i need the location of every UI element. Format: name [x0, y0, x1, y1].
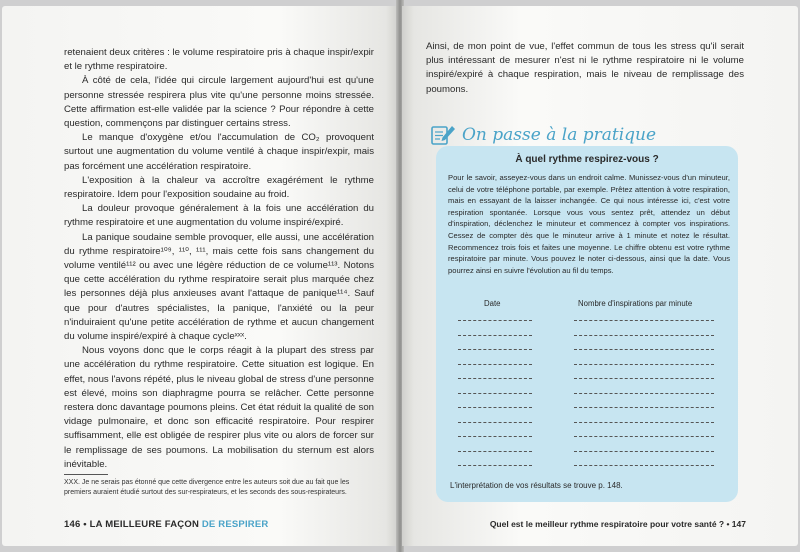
section-title: On passe à la pratique [462, 125, 657, 145]
date-entry-line [458, 393, 532, 394]
count-entry-line [574, 407, 714, 408]
date-entry-line [458, 320, 532, 321]
date-entry-line [458, 349, 532, 350]
date-entry-line [458, 407, 532, 408]
page-number: 146 • [64, 519, 87, 530]
running-title: LA MEILLEURE FAÇON [89, 519, 200, 530]
right-body-text [426, 40, 744, 97]
left-paragraph: À côté de cela, l'idée qui circule largement aujourd'hui est qu'une personne stressée respirera plus vite qu'une personne moins stressée. Cette affirmation est-elle validée par la science ? Pour répondre à cette question, commençons par distinguer certains stress. [64, 75, 374, 130]
date-entry-line [458, 422, 532, 423]
count-entry-line [574, 335, 714, 336]
left-paragraph: L'exposition à la chaleur va accroître exagérément le rythme respiratoire. Idem pour l'exposition soudaine au froid. [64, 174, 374, 201]
left-body-text [64, 46, 374, 472]
pencil-note-icon [430, 124, 456, 146]
running-title-accent: DE RESPIRER [201, 519, 269, 530]
left-paragraph: Nous voyons donc que le corps réagit à la plupart des stress par une accélération du rythme respiratoire. Cette situation est logique. En effet, nous l'avons répété, plus le niveau global de stress d'une personne est élevé, moins son diaphragme pourra se relâcher. Cette personne restera donc davantage poumons pleins. Cet état réduit la qualité de son vidage pulmonaire, et donc son efficacité respiratoire. Pour respirer suffisamment, elle est obligée de respirer plus vite ou alors de forcer sur le remplissage de ses poumons. La mobilisation du sternum est alors inévitable. [64, 345, 374, 470]
count-entry-line [574, 349, 714, 350]
right-folio: Quel est le meilleur rythme respiratoire pour votre santé ? • 147 [489, 519, 746, 529]
date-entry-line [458, 378, 532, 379]
section-heading [430, 124, 656, 146]
count-entry-line [574, 364, 714, 365]
footnote: XXX. Je ne serais pas étonné que cette divergence entre les auteurs soit due au fait que les premiers auraient étudié surtout des sur-respirateurs, et les seconds des sous-respirateurs. [64, 479, 350, 496]
left-page [2, 6, 398, 546]
count-entry-line [574, 451, 714, 452]
left-paragraph: retenaient deux critères : le volume respiratoire pris à chaque inspir/expir et le rythme respiratoire. [64, 47, 374, 73]
left-folio [64, 519, 268, 530]
left-paragraph: La douleur provoque généralement à la fois une accélération du rythme respiratoire et une augmentation du volume inspiré/expiré. [64, 203, 374, 229]
count-entry-line [574, 378, 714, 379]
left-paragraph: La panique soudaine semble provoquer, elle aussi, une accélération du rythme respiratoire¹⁰⁹, ¹¹⁰, ¹¹¹, mais cette fois sans changement du volume ventilé¹¹² ou avec une légère réduction de ce volume¹¹³. Notons que cette accélération du rythme respiratoire serait plus marquée chez les personnes déjà plus anxieuses avant l'attaque de panique¹¹⁴. Sauf que pour d'autres spécialistes, la panique, l'anxiété ou la peur n'induiraient qu'une petite accélération de rythme et aucun changement du volume inspiré/expiré à chaque cycleˣˣˣ. [64, 231, 374, 343]
date-entry-line [458, 364, 532, 365]
count-entry-line [574, 320, 714, 321]
results-note: L'interprétation de vos résultats se trouve p. 148. [450, 481, 623, 490]
count-entry-line [574, 465, 714, 466]
count-entry-line [574, 422, 714, 423]
exercise-text: Pour le savoir, asseyez-vous dans un endroit calme. Munissez-vous d'un minuteur, celui de votre téléphone portable, par exemple. Prêtez attention à votre respiration, mais en essayant de la laisser inchangée. Ce qui nous intéresse ici, c'est votre respiration spontanée. Lorsque vous vous sentez prêt, attendez un début d'inspiration, déclenchez le minuteur et commencez à compter vos inspirations. Cessez de compter dès que le minuteur arrive à 1 minute et notez le résultat. Recommencez trois fois et faites une moyenne. Le chiffre obtenu est votre rythme respiratoire par minute. Vous pouvez le noter ci-dessous, ainsi que la date. Vous pourrez ainsi en suivre l'évolution au fil du temps. [448, 173, 730, 275]
left-paragraph: Le manque d'oxygène et/ou l'accumulation de CO₂ provoquent surtout une augmentation du volume ventilé à chaque inspir/expir, mais pas forcément une accélération respiratoire. [64, 132, 374, 172]
count-entry-line [574, 393, 714, 394]
exercise-title: À quel rythme respirez-vous ? [515, 154, 659, 165]
footnote-rule [64, 474, 108, 475]
date-entry-line [458, 451, 532, 452]
right-page [402, 6, 798, 546]
date-entry-line [458, 436, 532, 437]
right-paragraph: Ainsi, de mon point de vue, l'effet commun de tous les stress qu'il serait plus intéressant de mesurer n'est ni le rythme respiratoire ni le volume inspiré/expiré à chaque respiration, mais le niveau de remplissage des poumons. [426, 41, 744, 95]
date-entry-line [458, 465, 532, 466]
count-column-header: Nombre d'inspirations par minute [578, 299, 693, 308]
date-entry-line [458, 335, 532, 336]
exercise-box [436, 146, 738, 502]
date-column-header: Date [484, 299, 501, 308]
count-entry-line [574, 436, 714, 437]
